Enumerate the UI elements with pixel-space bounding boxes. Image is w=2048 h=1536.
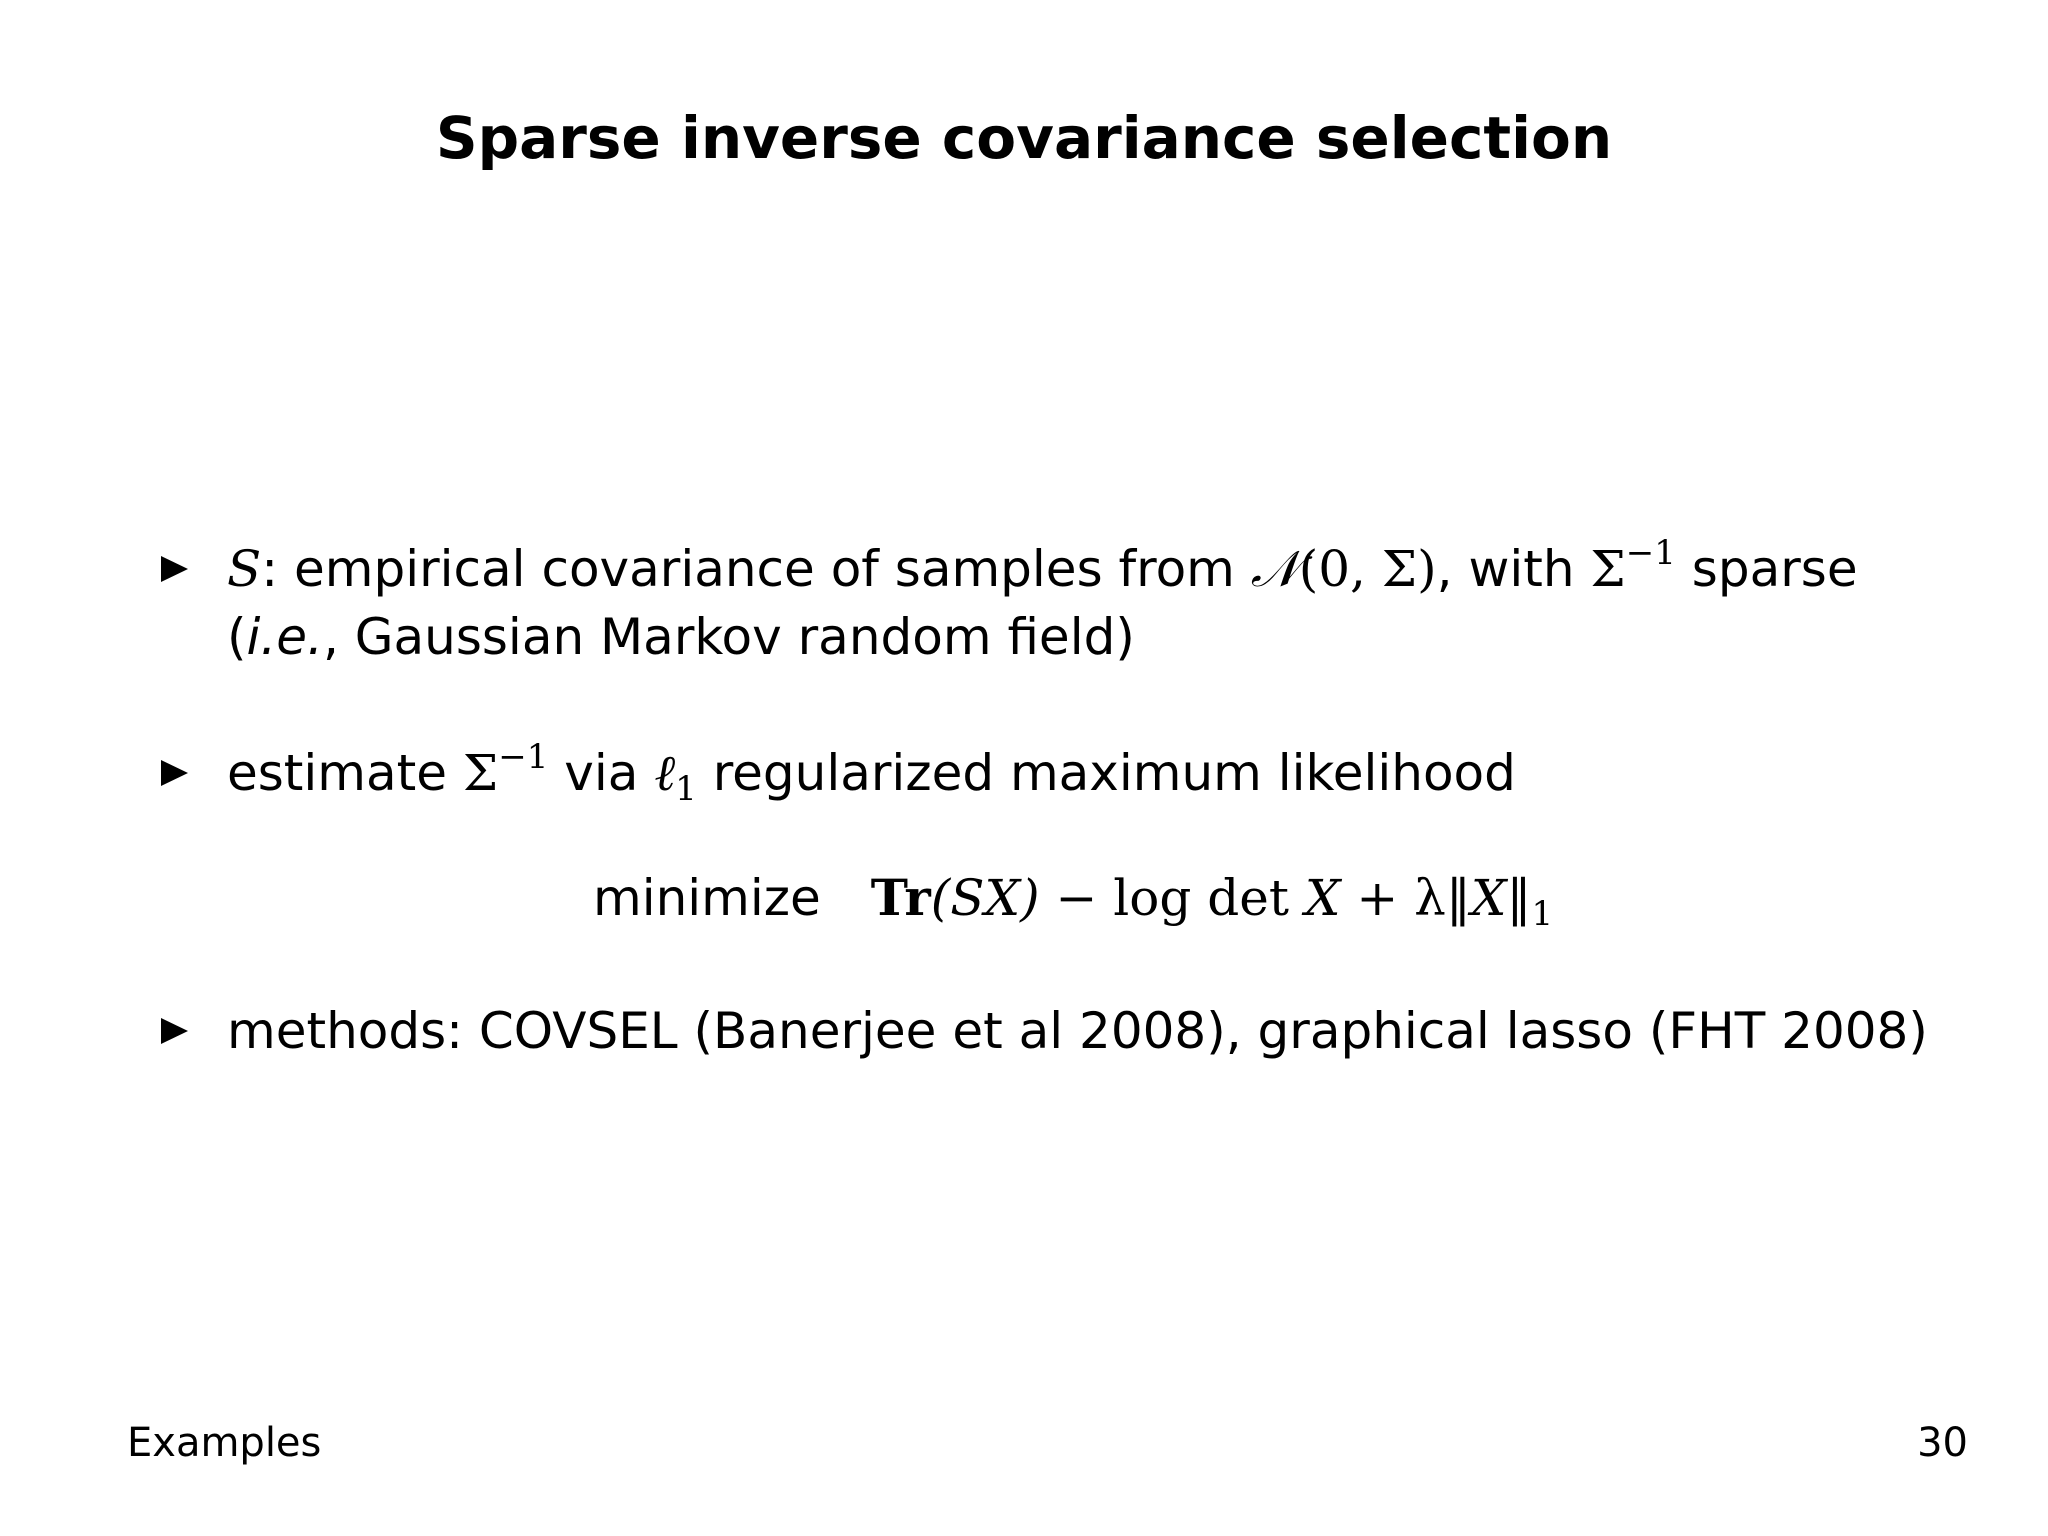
equation-keyword: minimize: [593, 869, 821, 927]
bullet-line: [227, 533, 1858, 608]
footer-section: Examples: [127, 1420, 322, 1466]
math-sigma-exponent: −1: [1625, 533, 1676, 573]
bullet-text-b: via: [548, 744, 655, 802]
slide-title: Sparse inverse covariance selection: [435, 104, 1613, 172]
equation-var-x: X: [1304, 869, 1341, 927]
bullet-paren-open: (: [227, 608, 247, 666]
equation-norm-subscript: 1: [1531, 894, 1554, 934]
equation-var-x-norm: X: [1470, 869, 1507, 927]
math-normal: 𝒩: [1250, 540, 1299, 598]
bullet-line2-text: , Gaussian Markov random field): [322, 608, 1135, 666]
footer-page-number: 30: [1917, 1420, 1968, 1466]
bullet-line: methods: COVSEL (Banerjee et al 2008), graphical lasso (FHT 2008): [227, 1002, 1928, 1060]
math-sigma-exponent: −1: [498, 737, 549, 777]
bullet-arrow-icon: [161, 760, 188, 786]
math-normal-args: (0, Σ): [1298, 540, 1437, 598]
bullet-line-2: [227, 604, 1135, 670]
equation-trace-arg: (SX): [930, 869, 1040, 927]
bullet-ie: i.e.: [246, 608, 323, 666]
bullet-text-a: estimate: [227, 744, 463, 802]
bullet-text-c: regularized maximum likelihood: [696, 744, 1516, 802]
math-ell-subscript: 1: [675, 769, 697, 809]
bullet-text-b: , with: [1436, 540, 1591, 598]
bullet-arrow-icon: [161, 1018, 188, 1044]
bullet-arrow-icon: [161, 556, 188, 582]
equation-trace: Tr: [870, 868, 931, 927]
equation-plus-lambda: + λ‖: [1340, 869, 1471, 927]
equation-norm-close: ‖: [1506, 869, 1532, 927]
equation-log-det: − log det: [1039, 869, 1305, 927]
bullet-line: [227, 737, 1516, 812]
equation-minimize: [593, 865, 1553, 937]
math-sigma: Σ: [1590, 540, 1626, 598]
math-ell: ℓ: [654, 744, 676, 802]
bullet-text-c: sparse: [1675, 540, 1858, 598]
math-var-s: S: [227, 540, 262, 598]
bullet-text-a: : empirical covariance of samples from: [261, 540, 1251, 598]
math-sigma: Σ: [462, 744, 499, 802]
